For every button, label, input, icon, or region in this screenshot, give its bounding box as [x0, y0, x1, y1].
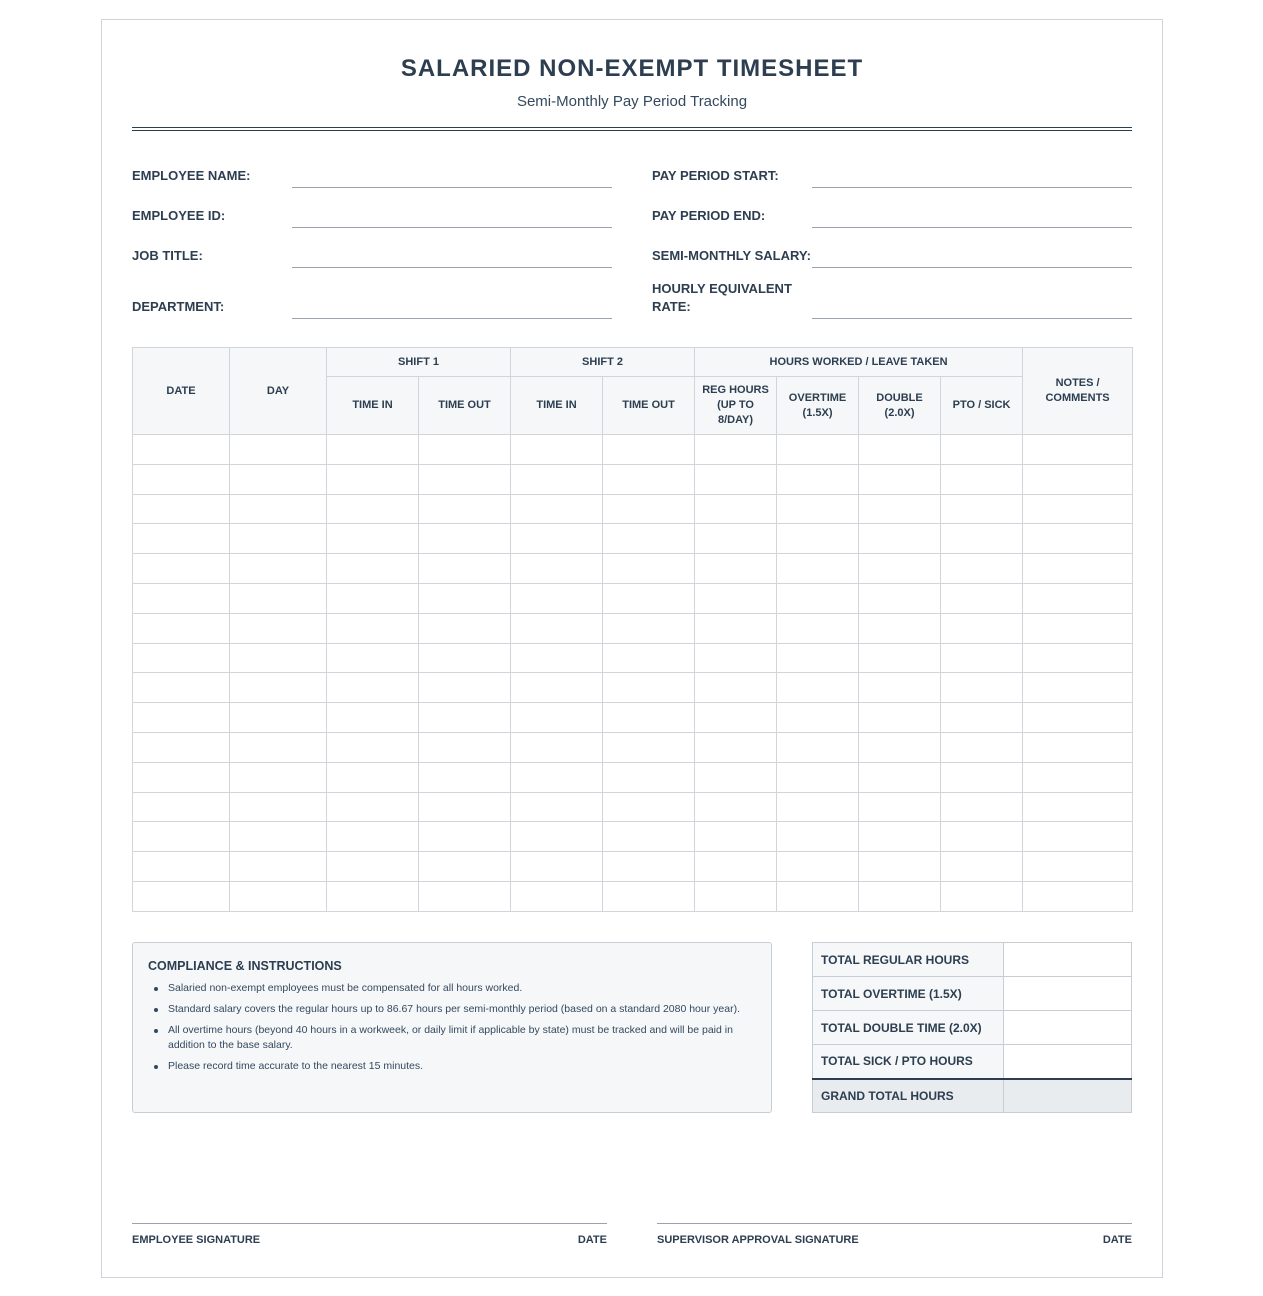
pay-period-start-field [652, 145, 1132, 185]
table-cell[interactable] [859, 435, 941, 465]
supervisor-date-label: DATE [1102, 1234, 1132, 1246]
table-cell[interactable] [777, 435, 859, 465]
table-cell[interactable] [695, 583, 777, 613]
table-cell[interactable] [133, 464, 230, 494]
hourly-rate-label: HOURLY EQUIVALENT RATE: [652, 281, 792, 314]
employee-id-label: EMPLOYEE ID: [132, 208, 226, 223]
table-cell[interactable] [511, 673, 603, 703]
employee-id-field [132, 185, 612, 225]
table-cell[interactable] [419, 494, 511, 524]
table-cell[interactable] [419, 881, 511, 911]
hourly-rate-input[interactable] [812, 318, 1132, 319]
table-cell[interactable] [327, 881, 419, 911]
table-cell[interactable] [603, 494, 695, 524]
table-cell[interactable] [695, 852, 777, 882]
col-shift1-time-out: TIME OUT [419, 377, 511, 435]
table-cell[interactable] [859, 524, 941, 554]
table-cell[interactable] [1023, 583, 1133, 613]
table-cell[interactable] [695, 435, 777, 465]
table-cell[interactable] [327, 792, 419, 822]
table-cell[interactable] [1023, 822, 1133, 852]
employee-date-label: DATE [577, 1234, 607, 1246]
table-cell[interactable] [941, 583, 1023, 613]
semi-monthly-salary-field [652, 225, 1132, 265]
table-cell[interactable] [419, 464, 511, 494]
table-cell[interactable] [1023, 464, 1133, 494]
semi-monthly-salary-input[interactable] [812, 267, 1132, 268]
col-pto: PTO / SICK [941, 377, 1023, 435]
table-cell[interactable] [603, 464, 695, 494]
table-cell[interactable] [419, 792, 511, 822]
table-cell[interactable] [511, 643, 603, 673]
employee-signature-label: EMPLOYEE SIGNATURE [132, 1234, 261, 1246]
table-cell[interactable] [511, 613, 603, 643]
table-cell[interactable] [777, 732, 859, 762]
table-cell[interactable] [511, 554, 603, 584]
table-cell[interactable] [327, 613, 419, 643]
table-cell[interactable] [941, 881, 1023, 911]
table-cell[interactable] [695, 881, 777, 911]
table-cell[interactable] [859, 732, 941, 762]
table-row [133, 822, 1133, 852]
table-row [133, 524, 1133, 554]
department-label: DEPARTMENT: [132, 299, 225, 314]
col-shift-2: SHIFT 2 [511, 348, 695, 377]
table-cell[interactable] [133, 732, 230, 762]
table-cell[interactable] [777, 792, 859, 822]
table-cell[interactable] [859, 762, 941, 792]
list-item: All overtime hours (beyond 40 hours in a workweek, or daily limit if applicable by state) must be tracked and will be paid in addition to the base salary. [148, 1023, 756, 1053]
table-cell[interactable] [230, 762, 327, 792]
list-item: Standard salary covers the regular hours up to 86.67 hours per semi-monthly period (based on a standard 2080 hour year). [148, 1002, 756, 1017]
table-cell[interactable] [133, 643, 230, 673]
total-double-value[interactable] [1004, 1011, 1132, 1045]
supervisor-signature-line[interactable] [657, 1223, 1132, 1253]
table-cell[interactable] [777, 703, 859, 733]
table-cell[interactable] [695, 703, 777, 733]
table-cell[interactable] [419, 583, 511, 613]
col-shift-1: SHIFT 1 [327, 348, 511, 377]
col-reg-hours: REG HOURS (UP TO 8/DAY) [695, 377, 777, 435]
table-cell[interactable] [419, 703, 511, 733]
total-regular-value[interactable] [1004, 943, 1132, 977]
table-cell[interactable] [133, 524, 230, 554]
supervisor-signature-label: SUPERVISOR APPROVAL SIGNATURE [657, 1234, 859, 1246]
table-cell[interactable] [603, 732, 695, 762]
table-cell[interactable] [419, 554, 511, 584]
table-cell[interactable] [941, 464, 1023, 494]
totals-table [812, 942, 1132, 1113]
table-cell[interactable] [859, 494, 941, 524]
table-cell[interactable] [511, 464, 603, 494]
table-cell[interactable] [603, 852, 695, 882]
hourly-rate-field [652, 276, 1132, 316]
table-cell[interactable] [695, 732, 777, 762]
table-cell[interactable] [133, 881, 230, 911]
employee-name-field [132, 145, 612, 185]
table-cell[interactable] [511, 732, 603, 762]
table-cell[interactable] [603, 881, 695, 911]
table-cell[interactable] [133, 613, 230, 643]
table-cell[interactable] [1023, 643, 1133, 673]
timesheet-table [132, 347, 1133, 912]
table-cell[interactable] [511, 852, 603, 882]
table-cell[interactable] [603, 643, 695, 673]
table-cell[interactable] [941, 494, 1023, 524]
table-cell[interactable] [230, 703, 327, 733]
table-row [133, 762, 1133, 792]
table-cell[interactable] [941, 435, 1023, 465]
total-overtime-value[interactable] [1004, 977, 1132, 1011]
col-overtime: OVERTIME (1.5X) [777, 377, 859, 435]
table-cell[interactable] [230, 673, 327, 703]
table-cell[interactable] [859, 881, 941, 911]
table-cell[interactable] [230, 554, 327, 584]
grand-total-label: GRAND TOTAL HOURS [813, 1079, 1004, 1113]
table-cell[interactable] [941, 643, 1023, 673]
table-cell[interactable] [1023, 435, 1133, 465]
col-hours-group: HOURS WORKED / LEAVE TAKEN [695, 348, 1023, 377]
table-cell[interactable] [230, 643, 327, 673]
total-double-label: TOTAL DOUBLE TIME (2.0X) [813, 1011, 1004, 1045]
table-cell[interactable] [859, 673, 941, 703]
table-cell[interactable] [1023, 732, 1133, 762]
job-title-label: JOB TITLE: [132, 248, 203, 263]
table-cell[interactable] [603, 673, 695, 703]
timesheet-body [133, 435, 1133, 912]
department-input[interactable] [292, 318, 612, 319]
table-cell[interactable] [511, 703, 603, 733]
table-row [133, 554, 1133, 584]
table-cell[interactable] [1023, 494, 1133, 524]
table-cell[interactable] [1023, 762, 1133, 792]
table-cell[interactable] [859, 822, 941, 852]
total-regular-label: TOTAL REGULAR HOURS [813, 943, 1004, 977]
table-cell[interactable] [327, 762, 419, 792]
table-cell[interactable] [230, 822, 327, 852]
table-cell[interactable] [511, 822, 603, 852]
col-shift2-time-out: TIME OUT [603, 377, 695, 435]
table-cell[interactable] [419, 435, 511, 465]
table-cell[interactable] [941, 673, 1023, 703]
table-cell[interactable] [695, 494, 777, 524]
table-cell[interactable] [603, 703, 695, 733]
table-cell[interactable] [230, 613, 327, 643]
table-cell[interactable] [603, 435, 695, 465]
table-cell[interactable] [133, 792, 230, 822]
table-row [133, 673, 1133, 703]
table-cell[interactable] [941, 732, 1023, 762]
job-title-field [132, 225, 612, 265]
table-cell[interactable] [1023, 613, 1133, 643]
table-cell[interactable] [603, 554, 695, 584]
table-cell[interactable] [511, 583, 603, 613]
total-overtime-label: TOTAL OVERTIME (1.5X) [813, 977, 1004, 1011]
table-cell[interactable] [859, 554, 941, 584]
table-cell[interactable] [695, 524, 777, 554]
table-cell[interactable] [695, 762, 777, 792]
pay-period-start-label: PAY PERIOD START: [652, 168, 779, 183]
table-cell[interactable] [777, 613, 859, 643]
table-cell[interactable] [327, 673, 419, 703]
table-cell[interactable] [941, 822, 1023, 852]
employee-signature-line[interactable] [132, 1223, 607, 1253]
table-cell[interactable] [419, 643, 511, 673]
table-row [133, 703, 1133, 733]
table-cell[interactable] [1023, 852, 1133, 882]
table-cell[interactable] [327, 732, 419, 762]
table-cell[interactable] [859, 852, 941, 882]
total-sick-value[interactable] [1004, 1045, 1132, 1079]
table-cell[interactable] [1023, 703, 1133, 733]
table-cell[interactable] [777, 762, 859, 792]
table-cell[interactable] [133, 494, 230, 524]
table-cell[interactable] [327, 703, 419, 733]
table-row [133, 583, 1133, 613]
table-cell[interactable] [230, 464, 327, 494]
table-cell[interactable] [859, 643, 941, 673]
table-cell[interactable] [603, 792, 695, 822]
table-row [133, 732, 1133, 762]
col-shift1-time-in: TIME IN [327, 377, 419, 435]
table-cell[interactable] [327, 524, 419, 554]
table-cell[interactable] [511, 762, 603, 792]
table-cell[interactable] [327, 643, 419, 673]
table-cell[interactable] [327, 435, 419, 465]
table-cell[interactable] [133, 822, 230, 852]
table-cell[interactable] [419, 524, 511, 554]
header-divider [132, 127, 1132, 131]
table-cell[interactable] [695, 554, 777, 584]
table-cell[interactable] [1023, 792, 1133, 822]
table-row [133, 792, 1133, 822]
table-cell[interactable] [327, 822, 419, 852]
table-cell[interactable] [327, 583, 419, 613]
col-shift2-time-in: TIME IN [511, 377, 603, 435]
table-cell[interactable] [419, 613, 511, 643]
table-cell[interactable] [230, 524, 327, 554]
table-cell[interactable] [777, 673, 859, 703]
table-cell[interactable] [327, 464, 419, 494]
table-row [133, 613, 1133, 643]
table-cell[interactable] [230, 435, 327, 465]
table-cell[interactable] [327, 494, 419, 524]
table-cell[interactable] [859, 703, 941, 733]
table-cell[interactable] [603, 762, 695, 792]
table-cell[interactable] [511, 881, 603, 911]
table-cell[interactable] [1023, 881, 1133, 911]
table-cell[interactable] [603, 524, 695, 554]
job-title-input[interactable] [292, 267, 612, 268]
table-cell[interactable] [327, 852, 419, 882]
table-cell[interactable] [859, 583, 941, 613]
table-cell[interactable] [230, 852, 327, 882]
table-cell[interactable] [777, 852, 859, 882]
grand-total-value[interactable] [1004, 1079, 1132, 1113]
table-cell[interactable] [695, 822, 777, 852]
table-cell[interactable] [419, 732, 511, 762]
table-cell[interactable] [695, 792, 777, 822]
table-cell[interactable] [941, 792, 1023, 822]
department-field [132, 276, 612, 316]
table-cell[interactable] [695, 643, 777, 673]
table-cell[interactable] [777, 494, 859, 524]
table-cell[interactable] [511, 524, 603, 554]
compliance-list [148, 981, 756, 1074]
table-cell[interactable] [327, 554, 419, 584]
table-row [133, 643, 1133, 673]
table-cell[interactable] [133, 703, 230, 733]
list-item: Please record time accurate to the nearest 15 minutes. [148, 1059, 756, 1074]
table-cell[interactable] [419, 852, 511, 882]
table-cell[interactable] [133, 762, 230, 792]
table-cell[interactable] [419, 822, 511, 852]
total-sick-label: TOTAL SICK / PTO HOURS [813, 1045, 1004, 1079]
table-cell[interactable] [419, 762, 511, 792]
timesheet-page [101, 19, 1163, 1278]
table-cell[interactable] [777, 554, 859, 584]
table-cell[interactable] [1023, 524, 1133, 554]
table-cell[interactable] [419, 673, 511, 703]
table-cell[interactable] [133, 583, 230, 613]
table-cell[interactable] [603, 822, 695, 852]
table-cell[interactable] [777, 643, 859, 673]
employee-name-label: EMPLOYEE NAME: [132, 168, 251, 183]
table-cell[interactable] [230, 881, 327, 911]
table-cell[interactable] [230, 732, 327, 762]
table-cell[interactable] [941, 703, 1023, 733]
col-notes: NOTES / COMMENTS [1023, 348, 1133, 435]
table-row [133, 464, 1133, 494]
compliance-title: COMPLIANCE & INSTRUCTIONS [148, 959, 342, 973]
table-cell[interactable] [941, 554, 1023, 584]
table-cell[interactable] [230, 583, 327, 613]
table-cell[interactable] [133, 435, 230, 465]
table-row [133, 852, 1133, 882]
col-day: DAY [230, 348, 327, 435]
page-subtitle: Semi-Monthly Pay Period Tracking [516, 93, 748, 110]
table-cell[interactable] [1023, 554, 1133, 584]
list-item: Salaried non-exempt employees must be compensated for all hours worked. [148, 981, 756, 996]
table-row [133, 435, 1133, 465]
pay-period-end-label: PAY PERIOD END: [652, 208, 766, 223]
pay-period-end-field [652, 185, 1132, 225]
page-title: SALARIED NON-EXEMPT TIMESHEET [400, 55, 864, 82]
table-cell[interactable] [230, 494, 327, 524]
table-row [133, 494, 1133, 524]
table-cell[interactable] [777, 464, 859, 494]
table-cell[interactable] [941, 852, 1023, 882]
table-cell[interactable] [603, 613, 695, 643]
table-cell[interactable] [777, 822, 859, 852]
table-cell[interactable] [511, 435, 603, 465]
table-cell[interactable] [941, 524, 1023, 554]
table-cell[interactable] [695, 613, 777, 643]
table-cell[interactable] [941, 613, 1023, 643]
table-cell[interactable] [777, 881, 859, 911]
semi-monthly-salary-label: SEMI-MONTHLY SALARY: [652, 248, 811, 263]
table-cell[interactable] [230, 792, 327, 822]
col-date: DATE [133, 348, 230, 435]
table-cell[interactable] [511, 792, 603, 822]
table-cell[interactable] [777, 524, 859, 554]
table-cell[interactable] [1023, 673, 1133, 703]
table-cell[interactable] [695, 673, 777, 703]
col-double: DOUBLE (2.0X) [859, 377, 941, 435]
table-cell[interactable] [859, 464, 941, 494]
table-cell[interactable] [603, 583, 695, 613]
compliance-box [132, 942, 772, 1113]
table-cell[interactable] [859, 792, 941, 822]
table-cell[interactable] [695, 464, 777, 494]
table-cell[interactable] [133, 554, 230, 584]
table-cell[interactable] [133, 852, 230, 882]
table-cell[interactable] [941, 762, 1023, 792]
table-cell[interactable] [133, 673, 230, 703]
table-cell[interactable] [511, 494, 603, 524]
table-cell[interactable] [859, 613, 941, 643]
table-row [133, 881, 1133, 911]
table-cell[interactable] [777, 583, 859, 613]
